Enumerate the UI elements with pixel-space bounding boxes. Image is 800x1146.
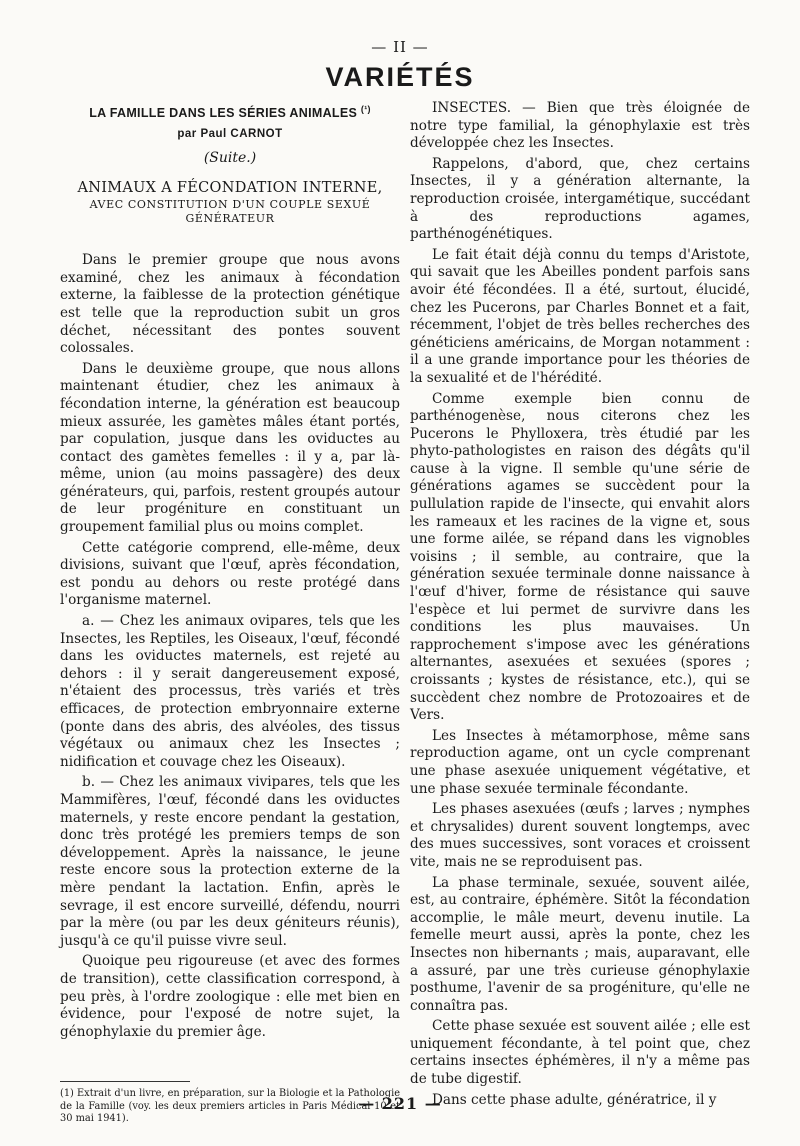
article-title-text: LA FAMILLE DANS LES SÉRIES ANIMALES (89, 106, 358, 121)
page-roman-numeral: — II — (371, 38, 429, 56)
paragraph: Quoique peu rigoureuse (et avec des formes de transition), cette classification correspond, à peu près, à l'ordre zoologique : elle met bien en évidence, pour l'exposé de notre sujet, la génophylaxie du premier âge. (60, 953, 400, 1040)
footnote-divider (60, 1081, 190, 1082)
paragraph: INSECTES. — Bien que très éloignée de notre type familial, la génophylaxie est très développée chez les Insectes. (410, 100, 750, 152)
footnote-marker: (¹) (360, 104, 371, 114)
section-subheading: AVEC CONSTITUTION D'UN COUPLE SEXUÉ GÉNÉRATEUR (89, 198, 371, 226)
paragraph: Comme exemple bien connu de parthénogenèse, nous citerons chez les Pucerons le Phylloxera, très étudié par les phyto-pathologistes en raison des dégâts qu'il cause à la vigne. Il semble qu'une série de générations agames se succèdent pour la pullulation rapide de l'insecte, qui envahit alors les rameaux et les racines de la vigne et, sous une forme ailée, se répand dans les vignobles voisins ; il semble, au contraire, que la génération sexuée terminale donne naissance à l'œuf d'hiver, forme de résistance qui sauve l'espèce et lui permet de survivre dans les conditions les plus mauvaises. Un rapprochement s'impose avec les générations alternantes, asexuées et sexuées (spores ; croissants ; kystes de résistance, etc.), qui se succèdent chez nombre de Protozoaires et de Vers. (410, 390, 750, 724)
paragraph: Dans cette phase adulte, génératrice, il y (432, 1091, 717, 1108)
left-column (60, 100, 400, 1126)
paragraph: Les phases asexuées (œufs ; larves ; nymphes et chrysalides) durent souvent longtemps, avec des mues successives, sont voraces et croissent vite, mais ne se reproduisent pas. (410, 801, 750, 870)
page-number: — 221 — (358, 1094, 442, 1113)
paragraph: Le fait était déjà connu du temps d'Aristote, qui savait que les Abeilles pondent parfois sans avoir été fécondées. Il a été, surtout, élucidé, chez les Pucerons, par Charles Bonnet et a fait, récemment, l'objet de très belles recherches des généticiens américains, de Morgan notamment : il a une grande importance pour les théories de la sexualité et de l'hérédité. (410, 246, 750, 386)
paragraph: Cette catégorie comprend, elle-même, deux divisions, suivant que l'œuf, après fécondation, est pondu au dehors ou reste protégé dans l'organisme maternel. (60, 539, 400, 609)
paragraph: La phase terminale, sexuée, souvent ailée, est, au contraire, éphémère. Sitôt la fécondation accomplie, le mâle meurt, devenu inutile. La femelle meurt aussi, après la ponte, chez les Insectes non hibernants ; mais, auparavant, elle a assuré, par une très curieuse génophylaxie posthume, l'avenir de sa progéniture, qu'elle ne connaîtra pas. (410, 874, 750, 1014)
section-title: VARIÉTÉS (325, 62, 475, 92)
suite-label: (Suite.) (203, 150, 257, 167)
paragraph: Rappelons, d'abord, que, chez certains Insectes, il y a génération alternante, la reproduction croisée, intergamétique, succédant à des reproductions agames, parthénogénétiques. (410, 155, 750, 243)
right-column (410, 100, 750, 1112)
footnote: (1) Extrait d'un livre, en préparation, sur la Biologie et la Pathologie de la Famille (voy. les deux premiers articles in Paris Médical 10 et 30 mai 1941). (60, 1088, 400, 1125)
section-heading: ANIMAUX A FÉCONDATION INTERNE, (77, 180, 383, 197)
byline: par Paul CARNOT (177, 128, 283, 141)
paragraph: b. — Chez les animaux vivipares, tels que les Mammifères, l'œuf, fécondé dans les oviductes maternels, y reste encore pendant la gestation, donc très protégé les premiers temps de son développement. Après la naissance, le jeune reste encore sous la protection externe de la mère pendant la lactation. Enfin, après le sevrage, il est encore surveillé, défendu, nourri par la mère (ou par les deux géniteurs réunis), jusqu'à ce qu'il puisse vivre seul. (60, 774, 400, 949)
paragraph: a. — Chez les animaux ovipares, tels que les Insectes, les Reptiles, les Oiseaux, l'œuf, fécondé dans les oviductes maternels, est rejeté au dehors : il y serait dangereusement exposé, n'étaient des processus, très variés et très efficaces, de protection embryonnaire externe (ponte dans des abris, des alvéoles, des tissus végétaux ou animaux chez les Insectes ; nidification et couvage chez les Oiseaux). (60, 613, 400, 770)
paragraph: Les Insectes à métamorphose, même sans reproduction agame, ont un cycle comprenant une phase asexuée uniquement végétative, et une phase sexuée terminale fécondante. (410, 727, 750, 797)
paragraph: Dans le deuxième groupe, que nous allons maintenant étudier, chez les animaux à fécondation interne, la génération est beaucoup mieux assurée, les gamètes mâles étant portés, par copulation, jusque dans les oviductes au contact des gamètes femelles : il y a, par là-même, union (au moins passagère) des deux générateurs, qui, parfois, restent groupés autour de leur progéniture en constituant un groupement familial plus ou moins complet. (60, 360, 400, 536)
article-title (60, 104, 400, 120)
paragraph: Cette phase sexuée est souvent ailée ; elle est uniquement fécondante, à tel point que, chez certains insectes éphémères, il n'y a même pas de tube digestif. (410, 1018, 750, 1088)
paragraph: Dans le premier groupe que nous avons examiné, chez les animaux à fécondation externe, la faiblesse de la protection génétique est telle que la reproduction subit un gros déchet, nécessitant des pontes souvent colossales. (60, 252, 400, 357)
